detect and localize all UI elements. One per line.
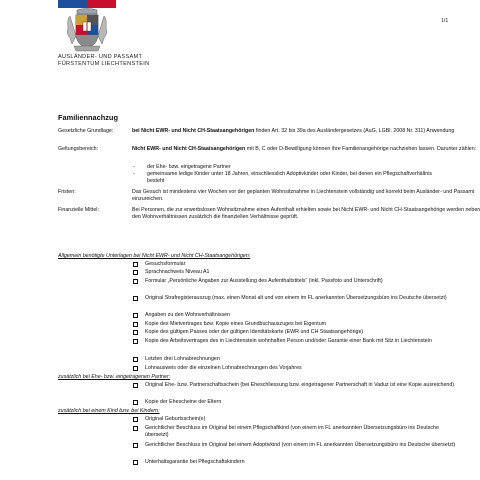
info-value: Das Gesuch ist mindestens vier Wochen vor der geplanten Wohnsitznahme in Liechtenstein vollständig und korrekt beim Ausländer- und Passamt einzureichen. — [132, 189, 475, 203]
page-title: Familiennachzug — [58, 113, 118, 122]
checkbox[interactable] — [133, 400, 138, 405]
info-sublist-item: - der Ehe- bzw. eingetragene Partner — [133, 164, 231, 170]
info-label: Finanzielle Mittel: — [58, 207, 99, 213]
checkbox[interactable] — [133, 339, 138, 344]
info-label: Geltungsbereich: — [58, 146, 99, 152]
org-country: FÜRSTENTUM LIECHTENSTEIN — [58, 61, 150, 67]
checkbox[interactable] — [133, 262, 138, 267]
checkbox[interactable] — [133, 279, 138, 284]
checkbox[interactable] — [133, 313, 138, 318]
info-label: Fristen: — [58, 189, 76, 195]
section-heading: Allgemein benötigte Unterlagen bei Nicht EWR- und Nicht CH-Staatsangehörigen: — [58, 253, 251, 259]
checkbox[interactable] — [133, 383, 138, 388]
checkbox[interactable] — [133, 443, 138, 448]
page-number: 1/1 — [441, 18, 449, 24]
checkbox[interactable] — [133, 417, 138, 422]
info-value: Nicht EWR- und Nicht CH-Staatsangehörigen mit B, C oder D-Bewilligung können ihre Familienangehörige nachziehen lassen. Darunter zählen: — [132, 146, 477, 152]
flag-bar — [58, 0, 116, 8]
flag-red-stripe — [87, 0, 116, 8]
flag-blue-stripe — [58, 0, 87, 8]
org-name: AUSLÄNDER- UND PASSAMT — [58, 54, 143, 60]
coat-of-arms-icon — [64, 8, 110, 52]
section-heading: zusätzlich bei Ehe- bzw. eingetragenen Partner: — [58, 374, 171, 380]
checkbox[interactable] — [133, 366, 138, 371]
info-value: bei Nicht EWR- und Nicht CH-Staatsangehörigen finden Art. 32 bis 39a des Ausländergesetzes (AuG, LGBl. 2008 Nr. 311) Anwendung — [132, 128, 455, 134]
checkbox[interactable] — [133, 296, 138, 301]
checkbox[interactable] — [133, 270, 138, 275]
checkbox[interactable] — [133, 330, 138, 335]
info-value: Bei Personen, die zur erwerbslosen Wohnsitznahme einen Aufenthalt erhielten sowie bei Nicht EWR- und Nicht CH-Staatsangehörige werden neben den Wohnverhältnissen zusätzlich die finanziellen Verhältnisse geprüft. — [132, 207, 480, 221]
checkbox[interactable] — [133, 426, 138, 431]
info-label: Gesetzliche Grundlage: — [58, 128, 114, 134]
checkbox[interactable] — [133, 322, 138, 327]
section-heading: zusätzlich bei einem Kind bzw. bei Kindern: — [58, 408, 160, 414]
checkbox[interactable] — [133, 460, 138, 465]
checkbox[interactable] — [133, 357, 138, 362]
info-sublist-item: - gemeinsame ledige Kinder unter 18 Jahren, einschliesslich Adoptivkinder oder Kinder, bei denen ein Pflegschaftverhältnis besteht — [133, 171, 433, 185]
